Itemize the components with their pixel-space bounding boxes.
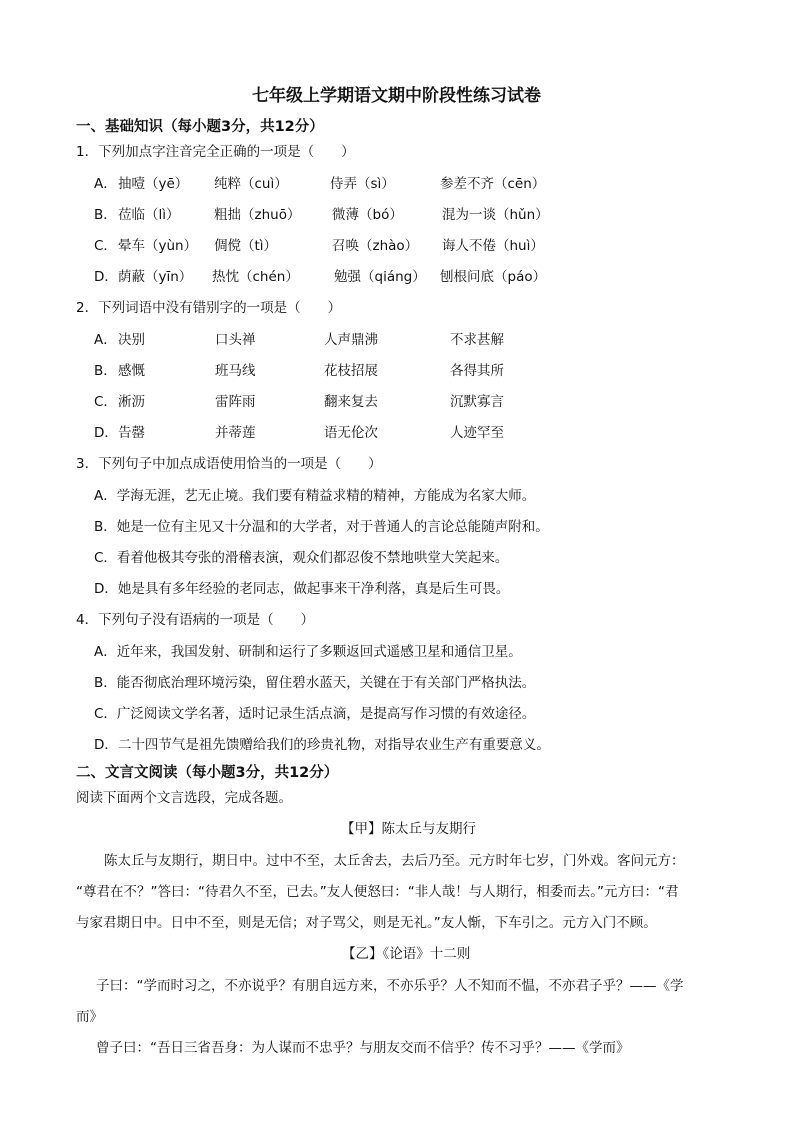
option-item: 雷阵雨 xyxy=(215,394,256,410)
page-title: 七年级上学期语文期中阶段性练习试卷 xyxy=(252,86,541,106)
q3-option-a: A．学海无涯，艺无止境。我们要有精益求精的精神，方能成为名家大师。 xyxy=(94,488,536,504)
option-item: 各得其所 xyxy=(450,363,504,379)
option-item: 语无伦次 xyxy=(324,425,378,441)
option-item: 荫蔽（yīn） xyxy=(118,269,193,285)
option-item: 勉强（qiáng） xyxy=(334,269,426,285)
passage-yi-line: 子曰：“学而时习之，不亦说乎？有朋自远方来，不亦乐乎？人不知而不愠，不亦君子乎？——《学 xyxy=(96,978,684,994)
option-letter: A． xyxy=(94,176,117,192)
option-item: 告罄 xyxy=(118,425,145,441)
option-letter: D． xyxy=(94,269,118,285)
passage-yi-line: 曾子曰：“吾日三省吾身：为人谋而不忠乎？与朋友交而不信乎？传不习乎？——《学而》 xyxy=(96,1040,630,1056)
option-letter: C． xyxy=(94,394,117,410)
section-1-heading: 一、基础知识（每小题3分，共12分） xyxy=(76,119,324,135)
option-letter: B． xyxy=(94,363,117,379)
option-item: 班马线 xyxy=(215,363,256,379)
option-item: 倜傥（tì） xyxy=(214,238,278,254)
passage-jia-line: 与家君期日中。日中不至，则是无信；对子骂父，则是无礼。”友人惭，下车引之。元方入门不顾。 xyxy=(76,915,657,931)
option-item: 淅沥 xyxy=(118,394,145,410)
option-item: 抽噎（yē） xyxy=(118,176,189,192)
q4-option-a: A．近年来，我国发射、研制和运行了多颗返回式遥感卫星和通信卫星。 xyxy=(94,644,522,660)
option-item: 参差不齐（cēn） xyxy=(440,176,546,192)
option-item: 热忱（chén） xyxy=(212,269,299,285)
q4-option-b: B．能否彻底治理环境污染，留住碧水蓝天，关键在于有关部门严格执法。 xyxy=(94,675,536,691)
option-item: 粗拙（zhuō） xyxy=(214,207,301,223)
option-item: 口头禅 xyxy=(215,332,256,348)
option-item: 翻来复去 xyxy=(324,394,378,410)
option-letter: A． xyxy=(94,332,117,348)
q4-option-c: C．广泛阅读文学名著，适时记录生活点滴，是提高写作习惯的有效途径。 xyxy=(94,706,536,722)
option-item: 晕车（yùn） xyxy=(118,238,198,254)
option-item: 决别 xyxy=(118,332,145,348)
option-item: 人声鼎沸 xyxy=(324,332,378,348)
option-letter: B． xyxy=(94,207,117,223)
section-2-intro: 阅读下面两个文言选段，完成各题。 xyxy=(76,790,292,806)
q3-option-c: C．看着他极其夸张的滑稽表演，观众们都忍俊不禁地哄堂大笑起来。 xyxy=(94,550,509,566)
question-2-stem: 2．下列词语中没有错别字的一项是（ ） xyxy=(76,300,342,316)
option-item: 沉默寡言 xyxy=(450,394,504,410)
passage-jia-line: “尊君在不？”答曰：“待君久不至，已去。”友人便怒曰：“非人哉！与人期行，相委而去。”元方曰：“君 xyxy=(76,884,679,900)
question-3-stem: 3．下列句子中加点成语使用恰当的一项是（ ） xyxy=(76,456,382,472)
option-item: 侍弄（sì） xyxy=(330,176,395,192)
option-item: 诲人不倦（huì） xyxy=(442,238,544,254)
option-letter: D． xyxy=(94,425,118,441)
passage-yi-title: 【乙】《论语》十二则 xyxy=(342,946,471,962)
option-item: 莅临（lì） xyxy=(118,207,180,223)
option-item: 纯粹（cuì） xyxy=(214,176,288,192)
passage-yi-line: 而》 xyxy=(76,1009,103,1025)
q3-option-b: B．她是一位有主见又十分温和的大学者，对于普通人的言论总能随声附和。 xyxy=(94,519,549,535)
option-item: 人迹罕至 xyxy=(450,425,504,441)
question-4-stem: 4．下列句子没有语病的一项是（ ） xyxy=(76,612,315,628)
q3-option-d: D．她是具有多年经验的老同志，做起事来干净利落，真是后生可畏。 xyxy=(94,581,510,597)
option-item: 微薄（bó） xyxy=(332,207,403,223)
option-item: 并蒂莲 xyxy=(215,425,256,441)
option-item: 不求甚解 xyxy=(450,332,504,348)
option-item: 召唤（zhào） xyxy=(332,238,419,254)
passage-jia-title: 【甲】陈太丘与友期行 xyxy=(341,821,476,837)
option-item: 混为一谈（hǔn） xyxy=(442,207,549,223)
option-letter: C． xyxy=(94,238,117,254)
option-item: 花枝招展 xyxy=(324,363,378,379)
passage-jia-line: 陈太丘与友期行，期日中。过中不至，太丘舍去，去后乃至。元方时年七岁，门外戏。客问元方： xyxy=(104,853,685,869)
option-item: 感慨 xyxy=(118,363,145,379)
option-item: 刨根问底（páo） xyxy=(440,269,547,285)
section-2-heading: 二、文言文阅读（每小题3分，共12分） xyxy=(76,765,339,781)
question-1-stem: 1．下列加点字注音完全正确的一项是（ ） xyxy=(76,144,355,160)
q4-option-d: D．二十四节气是祖先馈赠给我们的珍贵礼物，对指导农业生产有重要意义。 xyxy=(94,737,550,753)
